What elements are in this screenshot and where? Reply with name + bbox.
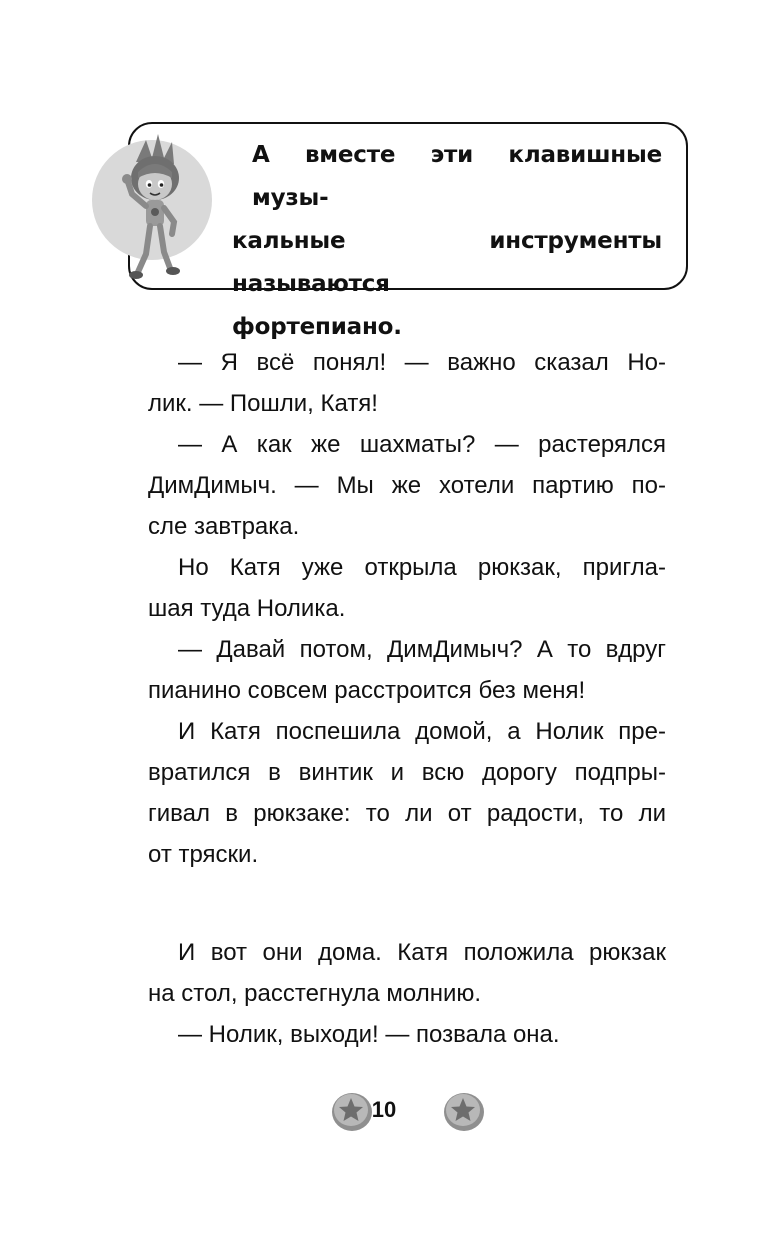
text-line: вратился в винтик и всю дорогу подпры- — [148, 759, 666, 786]
paragraph — [148, 1014, 666, 1055]
story-text — [148, 342, 666, 875]
text-line: пианино совсем расстроится без меня! — [148, 677, 586, 704]
text-line: И вот они дома. Катя положила рюкзак — [178, 939, 666, 966]
text-line: — Нолик, выходи! — позвала она. — [178, 1021, 560, 1048]
story-text-section-2 — [148, 932, 666, 1055]
text-line: — Давай потом, ДимДимыч? А то вдруг — [178, 636, 666, 663]
callout-line: кальные инструменты называются — [232, 228, 662, 297]
text-line: Но Катя уже открыла рюкзак, пригла- — [178, 554, 666, 581]
text-line: ДимДимыч. — Мы же хотели партию по- — [148, 472, 666, 499]
page-number: 10 — [371, 1097, 397, 1122]
paragraph — [148, 629, 666, 711]
star-coin-icon — [442, 1090, 486, 1134]
callout-line: фортепиано. — [232, 314, 402, 340]
callout-line: А вместе эти клавишные музы- — [252, 142, 662, 211]
text-line: шая туда Нолика. — [148, 595, 346, 622]
paragraph — [148, 342, 666, 424]
callout-text — [232, 134, 662, 349]
text-line: гивал в рюкзаке: то ли от радости, то ли — [148, 800, 666, 827]
paragraph — [148, 424, 666, 547]
paragraph — [148, 547, 666, 629]
paragraph — [148, 711, 666, 875]
text-line: — А как же шахматы? — растерялся — [178, 431, 666, 458]
text-line: сле завтрака. — [148, 513, 300, 540]
text-line: И Катя поспешила домой, а Нолик пре- — [178, 718, 666, 745]
text-line: от тряски. — [148, 841, 259, 868]
text-line: — Я всё понял! — важно сказал Но- — [178, 349, 666, 376]
paragraph — [148, 932, 666, 1014]
page-footer — [0, 1090, 768, 1134]
text-line: на стол, расстегнула молнию. — [148, 980, 482, 1007]
text-line: лик. — Пошли, Катя! — [148, 390, 378, 417]
callout — [92, 122, 688, 340]
character-avatar-icon — [106, 122, 202, 292]
